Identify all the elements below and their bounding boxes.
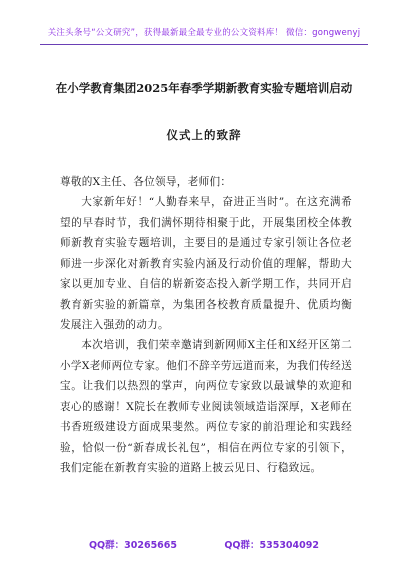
paragraph-2: 本次培训，我们荣幸邀请到新网师X主任和X经开区第二小学X老师两位专家。他们不辞辛劳远道而来，为我们传经送宝。让我们以热烈的掌声，向两位专家致以最诚挚的欢迎和衷心的感谢！X院长在教师专业阅读领域造诣深厚，X老师在书香班级建设方面成果斐然。两位专家的前沿理论和实践经验，恰似一份“新春成长礼包”，相信在两位专家的引领下，我们定能在新教育实验的道路上披云见日、行稳致远。: [60, 339, 352, 474]
footer-qq-group-2: QQ群：535304092: [224, 540, 319, 551]
document-title-line-1: 在小学教育集团2025年春季学期新教育实验专题培训启动: [55, 81, 353, 95]
header-divider: [40, 44, 368, 45]
footer-qq-groups: [0, 537, 408, 551]
paragraph-1: 大家新年好！“人勤春来早，奋进正当时”。在这充满希望的早春时节，我们满怀期待相聚于此，开展集团校全体教师新教育实验专题培训，主要目的是通过专家引领让各位老师进一步深化对新教育实验内涵及行动价值的理解，帮助大家以更加专业、自信的崭新姿态投入新学期工作，共同开启教育新实验的新篇章，为集团各校教育质量提升、优质均衡发展注入强劲的动力。: [60, 196, 352, 331]
greeting: 尊敬的X主任、各位领导，老师们：: [60, 176, 232, 188]
document-title-line-2: 仪式上的致辞: [166, 128, 242, 142]
header-note: 关注头条号“公文研究”，获得最新最全最专业的公文资料库！ 微信：gongwenyj: [47, 28, 361, 38]
footer-qq-group-1: QQ群：30265665: [88, 540, 178, 551]
